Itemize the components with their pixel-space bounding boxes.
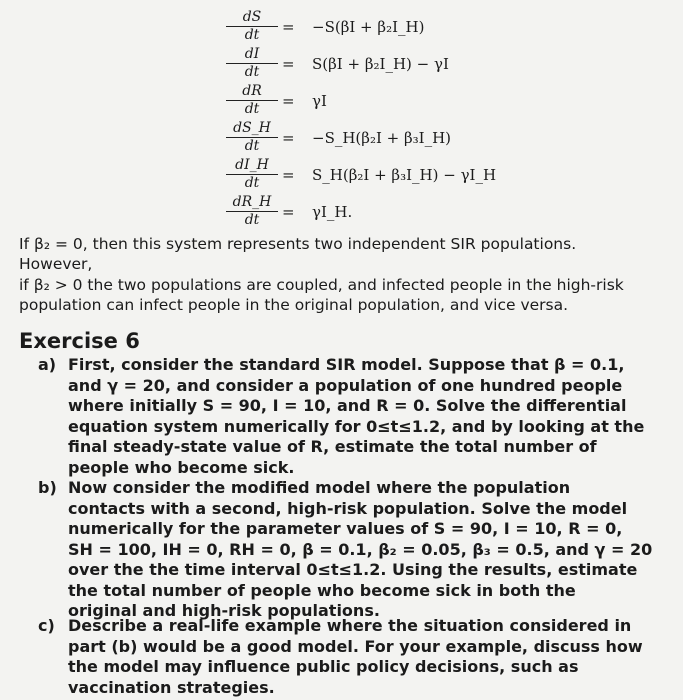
paragraph-line: if β₂ > 0 the two populations are coupled, and infected people in the high-risk bbox=[19, 276, 624, 294]
equals-sign: = bbox=[282, 92, 295, 110]
item-line: final steady-state value of R, estimate the total number of bbox=[68, 437, 597, 456]
item-line: contacts with a second, high-risk population. Solve the model bbox=[68, 498, 628, 518]
item-line: the model may influence public policy decisions, such as bbox=[68, 657, 579, 676]
item-line: and γ = 20, and consider a population of one hundred people bbox=[68, 375, 623, 395]
derivative-fraction: $\frac{dR\_H}{dt}$ bbox=[226, 195, 278, 228]
exercise-title: Exercise 6 bbox=[19, 329, 140, 353]
equation-dr bbox=[0, 84, 683, 117]
equals-sign: = bbox=[282, 129, 295, 147]
item-line: Now consider the modified model where the population bbox=[68, 478, 571, 497]
paragraph-line: population can infect people in the original population, and vice versa. bbox=[19, 296, 569, 314]
item-line: First, consider the standard SIR model. Suppose that β = 0.1, bbox=[68, 355, 625, 374]
item-line: original and high-risk populations. bbox=[68, 601, 380, 620]
item-line: part (b) would be a good model. For your example, discuss how bbox=[68, 636, 643, 656]
derivative-fraction: $\frac{dS\_H}{dt}$ bbox=[226, 121, 278, 154]
item-line: where initially S = 90, I = 10, and R = 0. Solve the differential bbox=[68, 396, 627, 415]
equals-sign: = bbox=[282, 55, 295, 73]
item-label: c) bbox=[38, 616, 55, 635]
equation-drh bbox=[0, 195, 683, 228]
equation-di bbox=[0, 47, 683, 80]
item-label: a) bbox=[38, 355, 57, 374]
derivative-fraction: $\frac{dS}{dt}$ bbox=[226, 10, 278, 43]
item-line: equation system numerically for 0≤t≤1.2, and by looking at the bbox=[68, 416, 645, 436]
equation-rhs: γI bbox=[312, 92, 327, 110]
equals-sign: = bbox=[282, 18, 295, 36]
item-text bbox=[68, 616, 680, 698]
item-line: SH = 100, IH = 0, RH = 0, β = 0.1, β₂ = 0.05, β₃ = 0.5, and γ = 20 bbox=[68, 539, 653, 559]
equation-ds bbox=[0, 10, 683, 43]
item-line: the total number of people who become sick in both the bbox=[68, 580, 576, 600]
item-text bbox=[68, 355, 680, 478]
item-line: numerically for the parameter values of S = 90, I = 10, R = 0, bbox=[68, 519, 623, 538]
derivative-fraction: $\frac{dI\_H}{dt}$ bbox=[226, 158, 278, 191]
derivative-fraction: $\frac{dI}{dt}$ bbox=[226, 47, 278, 80]
item-line: vaccination strategies. bbox=[68, 677, 275, 697]
equals-sign: = bbox=[282, 203, 295, 221]
equation-rhs: S_H(β₂I + β₃I_H) − γI_H bbox=[312, 166, 497, 184]
paragraph-line: However, bbox=[19, 255, 93, 273]
equals-sign: = bbox=[282, 166, 295, 184]
item-line: over the the time interval 0≤t≤1.2. Using the results, estimate bbox=[68, 560, 638, 579]
equation-rhs: −S(βI + β₂I_H) bbox=[312, 18, 425, 36]
item-text bbox=[68, 478, 680, 622]
equation-rhs: γI_H. bbox=[312, 203, 353, 221]
equation-rhs: −S_H(β₂I + β₃I_H) bbox=[312, 129, 452, 147]
item-line: Describe a real-life example where the situation considered in bbox=[68, 616, 632, 635]
equation-rhs: S(βI + β₂I_H) − γI bbox=[312, 55, 449, 73]
paragraph-line: If β₂ = 0, then this system represents two independent SIR populations. bbox=[19, 235, 577, 253]
item-line: people who become sick. bbox=[68, 457, 295, 477]
derivative-fraction: $\frac{dR}{dt}$ bbox=[226, 84, 278, 117]
equation-dih bbox=[0, 158, 683, 191]
equation-dsh bbox=[0, 121, 683, 154]
item-label: b) bbox=[38, 478, 57, 497]
